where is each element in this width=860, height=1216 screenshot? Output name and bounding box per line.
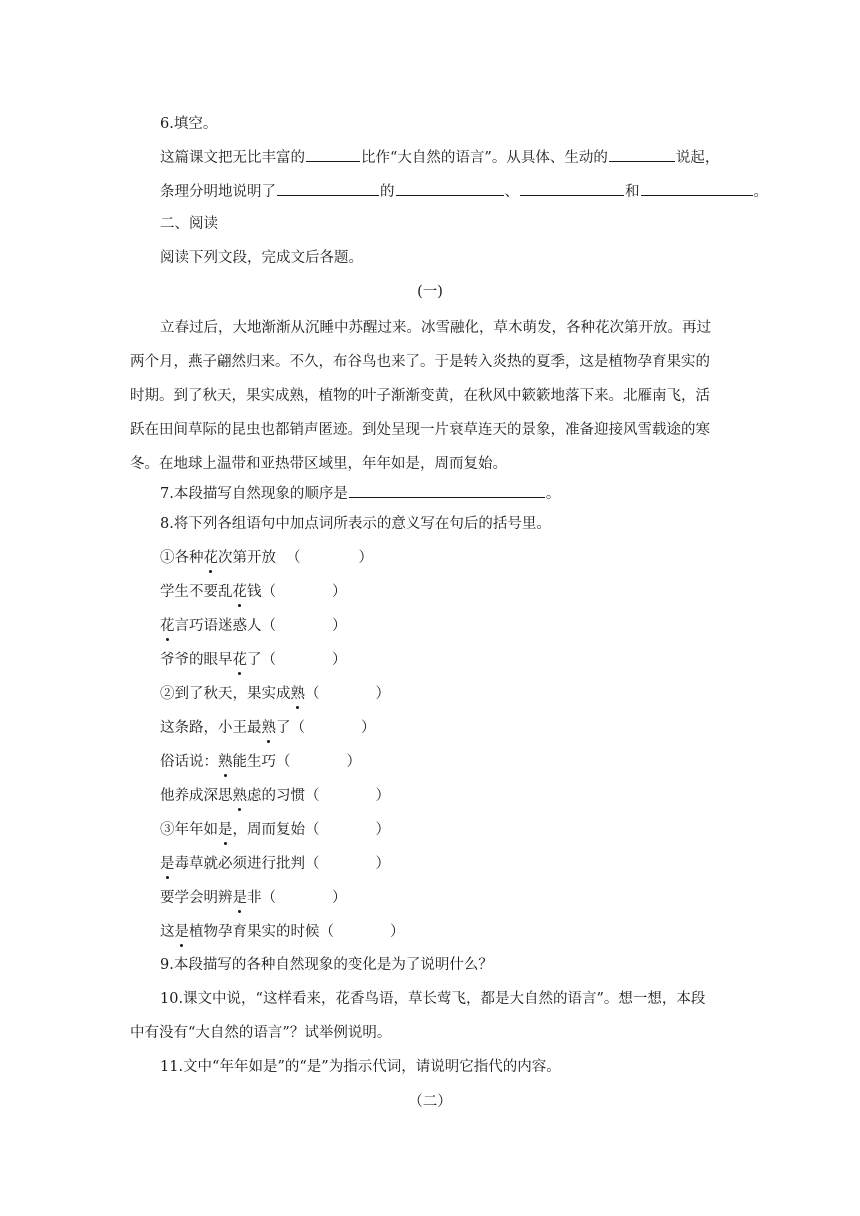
fill-blank-5[interactable] — [520, 180, 624, 196]
fill-blank-2[interactable] — [609, 146, 675, 162]
fill-blank-3[interactable] — [277, 180, 379, 196]
q8-paren-open: （ — [276, 754, 291, 770]
part-2-label: （二） — [408, 1094, 452, 1110]
q8-paren-close: ） — [375, 822, 390, 838]
q8-dotted-word: 花 — [203, 550, 218, 566]
q8-item-post: 了 — [276, 720, 291, 736]
question-6-title: 6.填空。 — [160, 116, 218, 132]
question-7 — [160, 482, 560, 504]
q8-dotted-word: 是 — [160, 856, 175, 872]
q8-paren-open: （ — [261, 584, 276, 600]
q8-item-post: 植物孕育果实的时候 — [189, 924, 320, 940]
q8-item-pre: 这 — [160, 924, 175, 940]
q8-item — [160, 582, 347, 602]
q8-item — [160, 854, 390, 874]
question-8-title: 8.将下列各组语句中加点词所表示的意义写在句后的括号里。 — [160, 516, 551, 532]
q6-text-2b: 的 — [380, 184, 395, 200]
q8-item — [160, 650, 347, 670]
q8-item — [160, 820, 390, 840]
q8-paren-open: （ — [261, 890, 276, 906]
q8-item-pre: 他养成深思 — [160, 788, 233, 804]
reading-instruction: 阅读下列文段，完成文后各题。 — [160, 250, 363, 266]
q8-item-post: 虑的习惯 — [247, 788, 305, 804]
q6-text-2a: 条理分明地说明了 — [160, 184, 276, 200]
q8-paren-open: （ — [261, 652, 276, 668]
passage-line-3: 时期。到了秋天，果实成熟，植物的叶子渐渐变黄，在秋风中簌簌地落下来。北雁南飞，活 — [130, 388, 710, 404]
q6-text-1b: 比作“大自然的语言”。从具体、生动的 — [361, 150, 608, 166]
q8-dotted-word: 熟 — [218, 754, 233, 770]
q8-paren-close: ） — [332, 652, 347, 668]
q8-item-pre: ②到了秋天，果实成 — [160, 686, 291, 702]
q8-paren-close: ） — [375, 686, 390, 702]
q8-dotted-word: 熟 — [232, 788, 247, 804]
q8-paren-open: （ — [290, 720, 305, 736]
q8-item-post: 能生巧 — [232, 754, 276, 770]
q8-item-pre: ③年年如 — [160, 822, 218, 838]
q8-dotted-word: 熟 — [290, 686, 305, 702]
q8-paren-close: ） — [361, 720, 376, 736]
q8-item — [160, 888, 347, 908]
question-10-line-1: 10.课文中说，“这样看来，花香鸟语，草长莺飞，都是大自然的语言”。想一想，本段 — [160, 991, 706, 1007]
q8-paren-open: （ — [305, 686, 320, 702]
q8-item-post: 言巧语迷惑人 — [174, 618, 262, 634]
q7-end: 。 — [545, 486, 561, 502]
q8-item-post: ，周而复始 — [232, 822, 305, 838]
q8-paren-close: ） — [332, 890, 347, 906]
passage-line-5: 冬。在地球上温带和亚热带区域里，年年如是，周而复始。 — [130, 456, 507, 472]
q6-text-1a: 这篇课文把无比丰富的 — [160, 150, 305, 166]
q8-dotted-word: 花 — [160, 618, 175, 634]
q8-dotted-word: 是 — [232, 890, 247, 906]
q8-item — [160, 616, 347, 636]
section-heading: 二、阅读 — [160, 216, 218, 232]
q8-dotted-word: 是 — [174, 924, 189, 940]
q8-paren-close: ） — [375, 788, 390, 804]
q6-text-2e: 。 — [753, 184, 768, 200]
q8-item — [160, 786, 390, 806]
q8-item — [160, 752, 361, 772]
question-11: 11.文中“年年如是”的“是”为指示代词，请说明它指代的内容。 — [160, 1059, 561, 1075]
q8-item-post: 毒草就必须进行批判 — [174, 856, 305, 872]
q8-item-pre: ①各种 — [160, 550, 204, 566]
q8-item — [160, 548, 373, 568]
q8-paren-open: （ — [305, 822, 320, 838]
passage-line-4: 跃在田间草际的昆虫也都销声匿迹。到处呈现一片衰草连天的景象，准备迎接风雪载途的寒 — [130, 422, 710, 438]
q8-paren-close: ） — [332, 618, 347, 634]
q6-text-1c: 说起， — [675, 150, 720, 166]
q8-item — [160, 718, 376, 738]
q6-text-2d: 和 — [625, 184, 640, 200]
q8-item — [160, 684, 390, 704]
q8-item-pre: 这条路，小王最 — [160, 720, 262, 736]
question-10-line-2: 中有没有“大自然的语言”？试举例说明。 — [130, 1025, 392, 1041]
q8-dotted-word: 花 — [232, 652, 247, 668]
q8-item-pre: 学生不要乱 — [160, 584, 233, 600]
q7-text: 7.本段描写自然现象的顺序是 — [160, 486, 348, 502]
fill-blank-7[interactable] — [349, 482, 545, 498]
q8-paren-close: ） — [390, 924, 405, 940]
question-6-line-2 — [160, 180, 768, 202]
q8-dotted-word: 花 — [232, 584, 247, 600]
q8-paren-close: ） — [375, 856, 390, 872]
passage-line-2: 两个月，燕子翩然归来。不久，布谷鸟也来了。于是转入炎热的夏季，这是植物孕育果实的 — [130, 354, 710, 370]
fill-blank-6[interactable] — [641, 180, 753, 196]
q8-item-pre: 爷爷的眼早 — [160, 652, 233, 668]
question-6-line-1 — [160, 146, 730, 168]
fill-blank-1[interactable] — [306, 146, 360, 162]
question-9: 9.本段描写的各种自然现象的变化是为了说明什么？ — [160, 957, 493, 973]
q8-item-pre: 俗话说： — [160, 754, 218, 770]
q6-text-2c: 、 — [504, 184, 519, 200]
q8-item — [160, 922, 405, 942]
q8-paren-close: ） — [332, 584, 347, 600]
q8-paren-close: ） — [358, 550, 373, 566]
q8-item-post: 次第开放 — [218, 550, 276, 566]
q8-paren-open: （ — [286, 550, 301, 566]
q8-dotted-word: 熟 — [261, 720, 276, 736]
q8-paren-open: （ — [305, 856, 320, 872]
q8-paren-open: （ — [261, 618, 276, 634]
fill-blank-4[interactable] — [396, 180, 504, 196]
part-1-label: (一) — [417, 284, 443, 300]
q8-paren-close: ） — [346, 754, 361, 770]
q8-paren-open: （ — [319, 924, 334, 940]
q8-item-pre: 要学会明辨 — [160, 890, 233, 906]
passage-line-1: 立春过后，大地渐渐从沉睡中苏醒过来。冰雪融化，草木萌发，各种花次第开放。再过 — [160, 320, 711, 336]
q8-paren-open: （ — [305, 788, 320, 804]
q8-item-post: 钱 — [247, 584, 262, 600]
q8-item-post: 非 — [247, 890, 262, 906]
q8-dotted-word: 是 — [218, 822, 233, 838]
q8-item-post: 了 — [247, 652, 262, 668]
